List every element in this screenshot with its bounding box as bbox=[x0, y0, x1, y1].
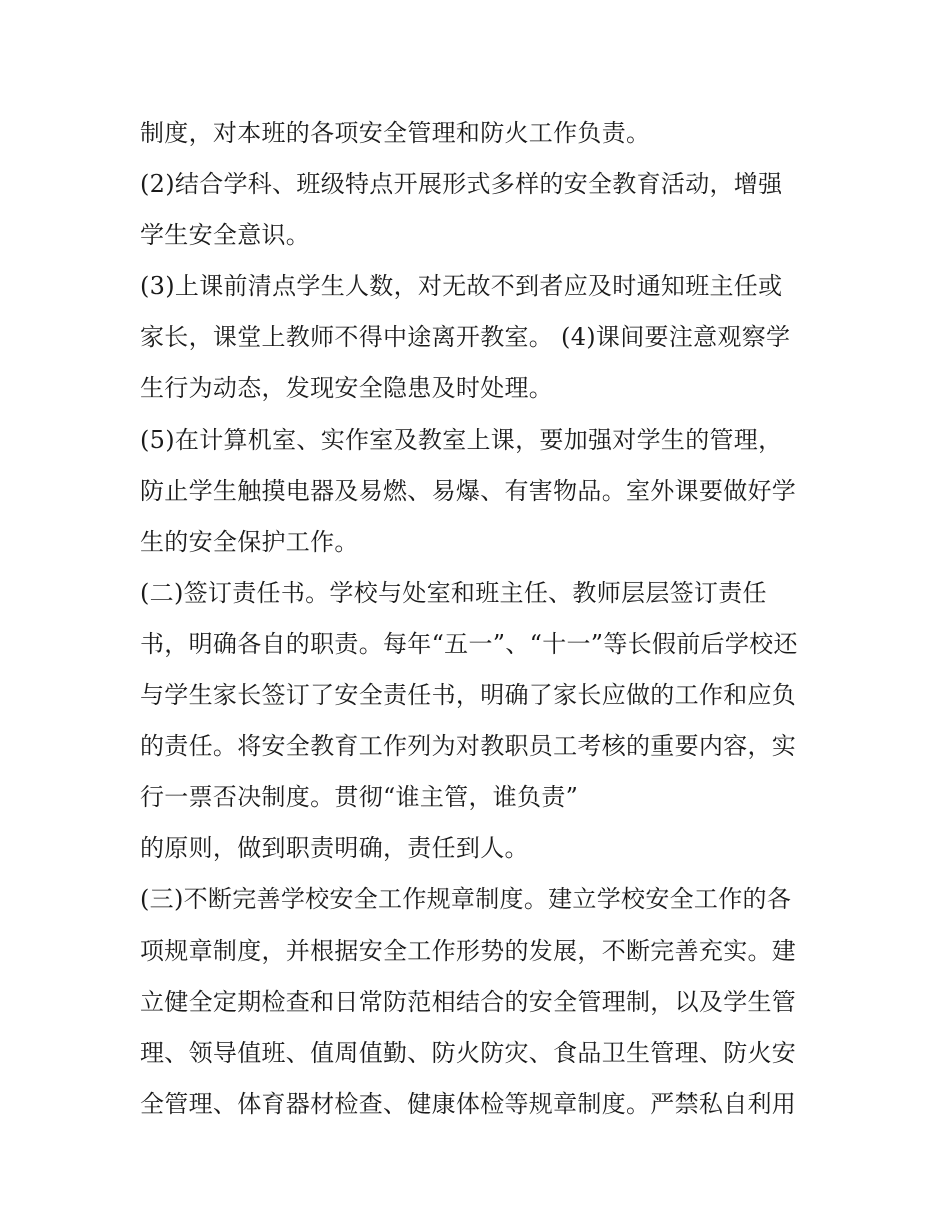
text-line: (三)不断完善学校安全工作规章制度。建立学校安全工作的各 bbox=[140, 885, 792, 914]
text-line: 生的安全保护工作。 bbox=[140, 527, 359, 556]
text-line: 行一票否决制度。贯彻“谁主管，谁负责” bbox=[140, 783, 579, 812]
text-line: 书，明确各自的职责。每年“五一”、“十一”等长假前后学校还 bbox=[140, 629, 798, 658]
body-text bbox=[140, 108, 820, 1130]
text-line: 家长，课堂上教师不得中途离开教室。 (4)课间要注意观察学 bbox=[140, 323, 791, 352]
text-line: 的责任。将安全教育工作列为对教职员工考核的重要内容，实 bbox=[140, 732, 797, 761]
text-line: (2)结合学科、班级特点开展形式多样的安全教育活动，增强 bbox=[140, 170, 783, 199]
text-line: 立健全定期检查和日常防范相结合的安全管理制，以及学生管 bbox=[140, 987, 797, 1016]
text-line: (3)上课前清点学生人数，对无故不到者应及时通知班主任或 bbox=[140, 272, 783, 301]
text-line: 与学生家长签订了安全责任书，明确了家长应做的工作和应负 bbox=[140, 681, 797, 710]
text-line: (二)签订责任书。学校与处室和班主任、教师层层签订责任 bbox=[140, 578, 767, 607]
text-line: 项规章制度，并根据安全工作形势的发展，不断完善充实。建 bbox=[140, 936, 797, 965]
text-line: (5)在计算机室、实作室及教室上课，要加强对学生的管理， bbox=[140, 425, 783, 454]
text-line: 理、领导值班、值周值勤、防火防灾、食品卫生管理、防火安 bbox=[140, 1038, 797, 1067]
text-line: 制度，对本班的各项安全管理和防火工作负责。 bbox=[140, 119, 651, 147]
text-line: 生行为动态，发现安全隐患及时处理。 bbox=[140, 374, 554, 403]
text-line: 防止学生触摸电器及易燃、易爆、有害物品。室外课要做好学 bbox=[140, 476, 797, 505]
text-line: 学生安全意识。 bbox=[140, 221, 311, 250]
text-line: 的原则，做到职责明确，责任到人。 bbox=[140, 834, 529, 863]
text-line: 全管理、体育器材检查、健康体检等规章制度。严禁私自利用 bbox=[140, 1089, 797, 1118]
